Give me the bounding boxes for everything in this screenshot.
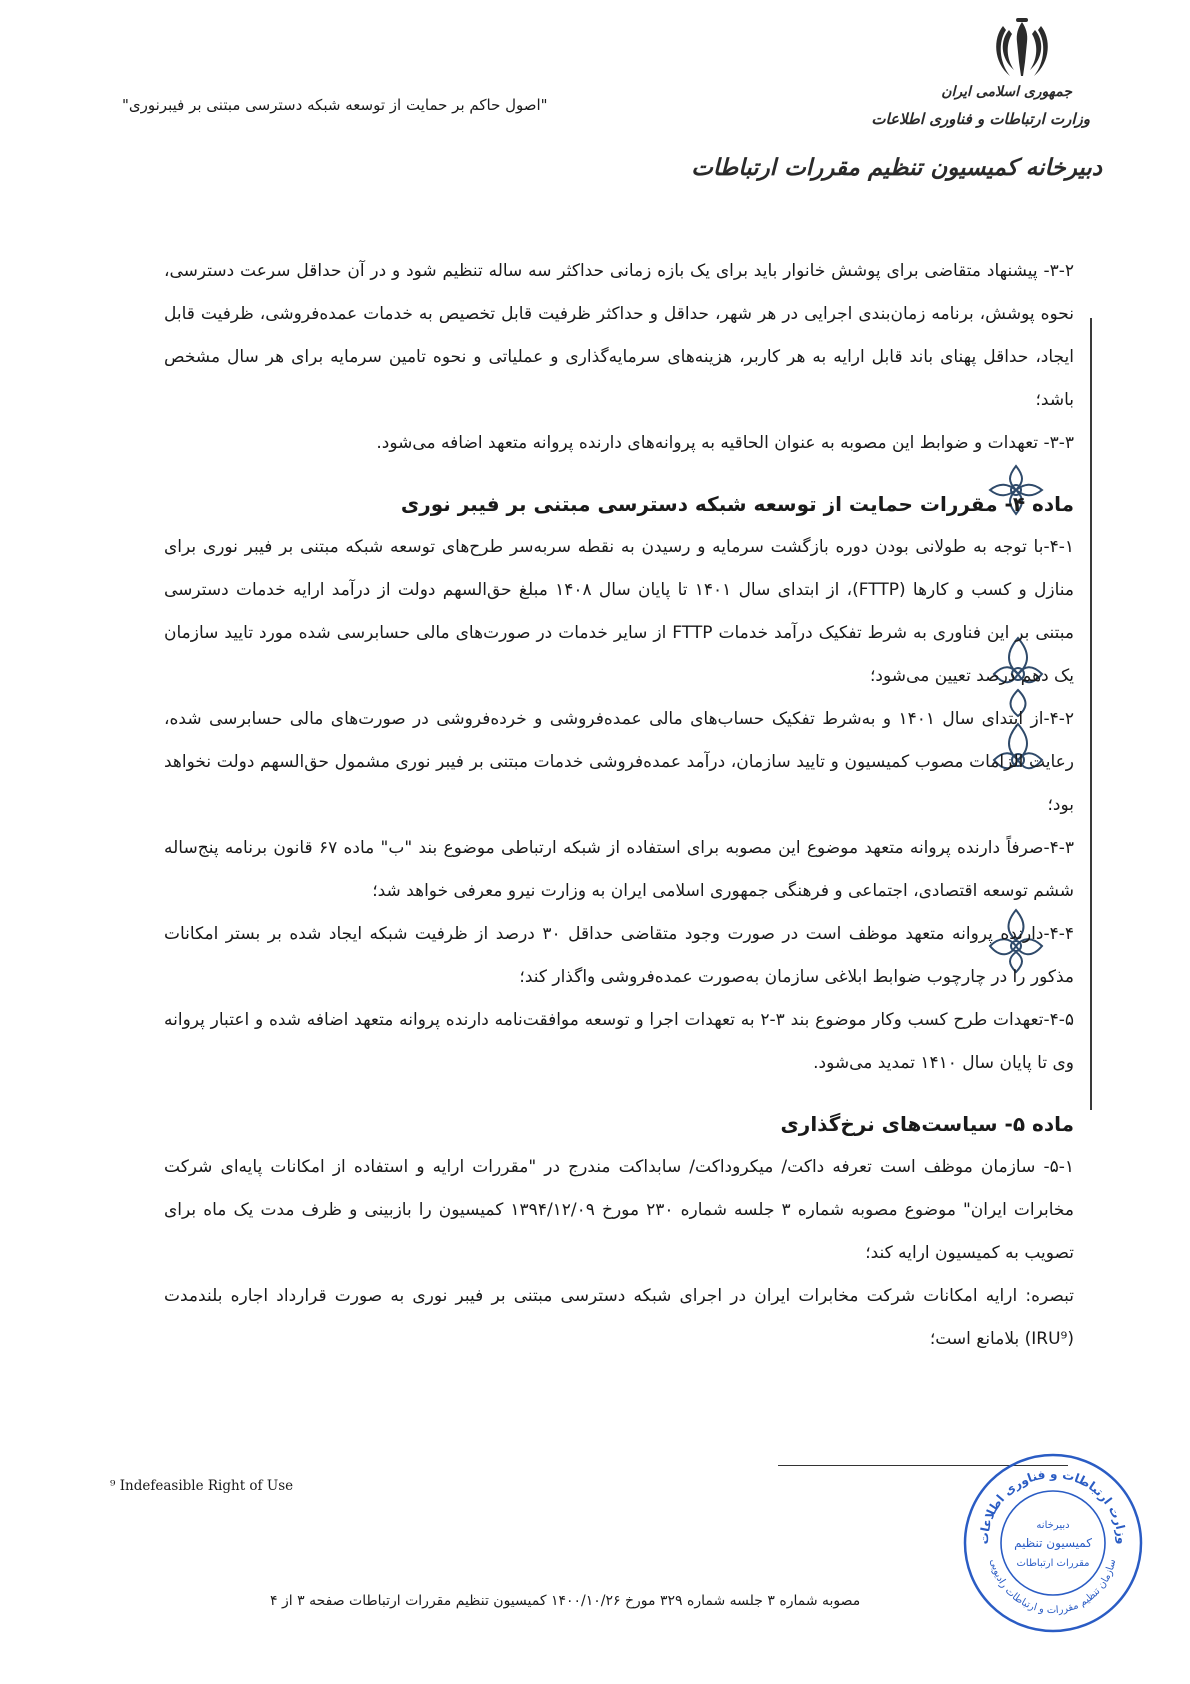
article-5-heading: ماده ۵- سیاست‌های نرخ‌گذاری (780, 1112, 1074, 1136)
seal-center-line1: دبیرخانه (1036, 1520, 1070, 1531)
official-seal (960, 1450, 1146, 1636)
seal-bottom-text: سازمان تنظیم مقررات و ارتباطات رادیویی (987, 1558, 1119, 1617)
secretariat-name: دبیرخانه کمیسیون تنظیم مقررات ارتباطات (691, 154, 1102, 181)
svg-text:وزارت ارتباطات و فناوری اطلاعا (977, 1467, 1129, 1545)
clause-4-5: ۴-۵-تعهدات طرح کسب وکار موضوع بند ۳-۲ به تعهدات اجرا و توسعه موافقت‌نامه دارنده پروانه متعهد اضافه شده و اعتبار پروانه وی تا پایان سال ۱۴۱۰ تمدید می‌شود. (164, 1010, 1074, 1073)
clause-5-1: ۵-۱- سازمان موظف است تعرفه داکت/ میکروداکت/ سابداکت مندرج در "مقررات ارایه و استفاده از امکانات پایه‌ای شرکت مخابرات ایران" موضوع مصوبه شماره ۳ جلسه شماره ۲۳۰ مورخ ۱۳۹۴/۱۲/۰۹ کمیسیون را بازبینی و ظرف مدت یک ماه برای تصویب به کمیسیون ارایه کند؛ (164, 1157, 1075, 1263)
clause-4-3: ۴-۳-صرفاً دارنده پروانه متعهد موضوع این مصوبه برای استفاده از شبکه ارتباطی موضوع بند "ب" ماده ۶۷ قانون برنامه پنج‌ساله ششم توسعه اقتصادی، اجتماعی و فرهنگی جمهوری اسلامی ایران به وزارت نیرو معرفی خواهد شد؛ (164, 838, 1074, 901)
iran-emblem-icon (992, 18, 1052, 84)
seal-center-line2: کمیسیون تنظیم (1014, 1536, 1092, 1550)
ministry-name: وزارت ارتباطات و فناوری اطلاعات (871, 110, 1090, 128)
seal-center-line3: مقررات ارتباطات (1016, 1558, 1090, 1569)
clause-4-2: ۴-۲-از ابتدای سال ۱۴۰۱ و به‌شرط تفکیک حساب‌های مالی عمده‌فروشی و خرده‌فروشی در صورت‌های مالی حسابرسی شده، رعایت الزامات مصوب کمیسیون و تایید سازمان، درآمد عمده‌فروشی خدمات مبتنی بر فیبر نوری مشمول حق‌السهم دولت نخواهد بود؛ (164, 709, 1075, 815)
clause-3-2: ۳-۲- پیشنهاد متقاضی برای پوشش خانوار باید برای یک بازه زمانی حداکثر سه ساله تنظیم شود و در آن حداقل سرعت دسترسی، نحوه پوشش، برنامه زمان‌بندی اجرایی در هر شهر، حداقل و حداکثر ظرفیت قابل تخصیص به خدمات عمده‌فروشی، ظرفیت قابل ایجاد، حداقل پهنای باند قابل ارایه به هر کاربر، هزینه‌های سرمایه‌گذاری و عملیاتی و نحوه تامین سرمایه برای هر سال مشخص باشد؛ (164, 261, 1074, 410)
clause-4-4: ۴-۴-دارنده پروانه متعهد موظف است در صورت وجود متقاضی حداقل ۳۰ درصد از ظرفیت شبکه ایجاد شده بر بستر امکانات مذکور را در چارچوب ضوابط ابلاغی سازمان به‌صورت عمده‌فروشی واگذار کند؛ (164, 924, 1075, 987)
country-name: جمهوری اسلامی ایران (941, 84, 1072, 100)
clause-4-1: ۴-۱-با توجه به طولانی بودن دوره بازگشت سرمایه و رسیدن به نقطه سربه‌سر طرح‌های توسعه شبکه مبتنی بر فیبر نوری برای منازل و کسب و کارها (FTTP)، از ابتدای سال ۱۴۰۱ تا پایان سال ۱۴۰۸ مبلغ حق‌السهم دولت از درآمد ارایه خدمات دسترسی مبتنی بر این فناوری به شرط تفکیک درآمد خدمات FTTP از سایر خدمات در صورت‌های مالی حسابرسی شده مورد تایید سازمان یک دهم درصد تعیین می‌شود؛ (164, 537, 1074, 686)
note: تبصره: ارایه امکانات شرکت مخابرات ایران در اجرای شبکه دسترسی مبتنی بر فیبر نوری به صورت قرارداد اجاره بلندمدت (IRU⁹) بلامانع است؛ (164, 1286, 1074, 1349)
document-body (164, 250, 1074, 1361)
page-footer: مصوبه شماره ۳ جلسه شماره ۳۲۹ مورخ ۱۴۰۰/۱۰/۲۶ کمیسیون تنظیم مقررات ارتباطات صفحه ۳ از ۴ (270, 1593, 861, 1609)
article-4-heading: ماده ۴- مقررات حمایت از توسعه شبکه دسترسی مبتنی بر فیبر نوری (400, 492, 1074, 516)
margin-bar (1090, 318, 1092, 1110)
clause-3-3: ۳-۳- تعهدات و ضوابط این مصوبه به عنوان الحاقیه به پروانه‌های دارنده پروانه متعهد اضافه می‌شود. (376, 433, 1074, 453)
seal-outer-text: وزارت ارتباطات و فناوری اطلاعات (976, 1466, 1130, 1545)
footnote: ⁹ Indefeasible Right of Use (110, 1478, 294, 1494)
document-title: "اصول حاکم بر حمایت از توسعه شبکه دسترسی مبتنی بر فیبرنوری" (122, 96, 548, 114)
